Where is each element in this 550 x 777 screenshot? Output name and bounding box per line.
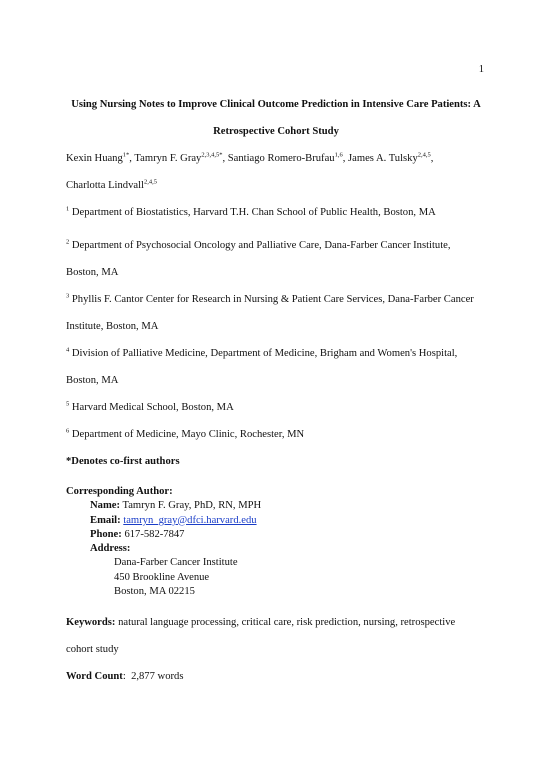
paper-title-line-2: Retrospective Cohort Study — [213, 126, 339, 137]
affiliation-text: Harvard Medical School, Boston, MA — [71, 402, 234, 413]
keywords-line-1 — [66, 609, 486, 636]
name-label: Name: — [90, 500, 121, 512]
affiliation-number: 2 — [66, 238, 70, 246]
keywords-line-2: cohort study — [66, 644, 119, 656]
author-list-line-2 — [66, 172, 486, 199]
author-name: Charlotta Lindvall — [66, 180, 144, 191]
phone-label: Phone: — [90, 528, 122, 540]
corresponding-author-block — [66, 485, 486, 599]
author-affiliation-marker: 2,4,5 — [417, 151, 431, 159]
author-name: James A. Tulsky — [348, 153, 418, 164]
affiliation-number: 3 — [66, 292, 70, 300]
address-line: 450 Brookline Avenue — [114, 571, 210, 583]
affiliation-3-continued: Institute, Boston, MA — [66, 321, 159, 332]
phone-value: 617-582-7847 — [124, 528, 185, 540]
affiliation-text: Department of Psychosocial Oncology and Palliative Care, Dana-Farber Cancer Institute, — [71, 240, 451, 251]
corresponding-email-row — [66, 514, 486, 528]
affiliation-text: Phyllis F. Cantor Center for Research in Nursing & Patient Care Services, Dana-Farber Cancer — [71, 294, 474, 305]
affiliation-6 — [66, 421, 486, 448]
affiliation-text: Department of Biostatistics, Harvard T.H. Chan School of Public Health, Boston, MA — [71, 207, 436, 218]
address-line: Dana-Farber Cancer Institute — [114, 557, 238, 569]
keywords-text: natural language processing, critical care, risk prediction, nursing, retrospective — [118, 617, 456, 629]
author-name: Kexin Huang — [66, 153, 123, 164]
address-line: Boston, MA 02215 — [114, 586, 195, 598]
word-count-value: 2,877 words — [131, 671, 184, 683]
author-separator: , — [129, 153, 135, 164]
email-label: Email: — [90, 514, 121, 526]
author-list-line-1 — [66, 145, 486, 172]
corresponding-phone-row — [66, 528, 486, 542]
cofirst-author-note: *Denotes co-first authors — [66, 456, 180, 467]
author-name: Tamryn F. Gray — [134, 153, 202, 164]
author-affiliation-marker: 1,6 — [334, 151, 343, 159]
affiliation-text: Division of Palliative Medicine, Department of Medicine, Brigham and Women's Hospital, — [71, 348, 458, 359]
name-value: Tamryn F. Gray, PhD, RN, MPH — [122, 500, 262, 512]
author-name: Santiago Romero-Brufau — [227, 153, 335, 164]
affiliation-4 — [66, 340, 486, 367]
affiliation-number: 4 — [66, 346, 70, 354]
corresponding-name-row — [66, 499, 486, 513]
author-affiliation-marker: 2,4,5 — [143, 178, 157, 186]
author-separator: , — [430, 153, 434, 164]
corresponding-author-heading: Corresponding Author: — [66, 486, 173, 497]
affiliation-4-continued: Boston, MA — [66, 375, 119, 386]
affiliation-2-continued: Boston, MA — [66, 267, 119, 278]
affiliation-number: 5 — [66, 400, 70, 408]
affiliation-number: 6 — [66, 427, 70, 435]
author-separator: , — [342, 153, 348, 164]
address-label: Address: — [90, 543, 131, 555]
affiliation-3 — [66, 286, 486, 313]
author-affiliation-marker: 2,3,4,5* — [201, 151, 223, 159]
affiliation-2 — [66, 232, 486, 259]
affiliation-text: Department of Medicine, Mayo Clinic, Rochester, MN — [71, 429, 305, 440]
email-link[interactable]: tamryn_gray@dfci.harvard.edu — [123, 514, 257, 526]
affiliation-number: 1 — [66, 205, 70, 213]
word-count-label: Word Count — [66, 671, 123, 683]
affiliation-5 — [66, 394, 486, 421]
author-affiliation-marker: 1* — [122, 151, 130, 159]
page-number: 1 — [478, 64, 484, 75]
affiliation-1 — [66, 199, 486, 226]
author-separator: , — [222, 153, 228, 164]
keywords-label: Keywords: — [66, 617, 116, 629]
title-page — [66, 91, 486, 690]
word-count: Word Count: 2,877 words — [66, 671, 184, 683]
paper-title-line-1: Using Nursing Notes to Improve Clinical Outcome Prediction in Intensive Care Patients: A — [71, 99, 481, 110]
